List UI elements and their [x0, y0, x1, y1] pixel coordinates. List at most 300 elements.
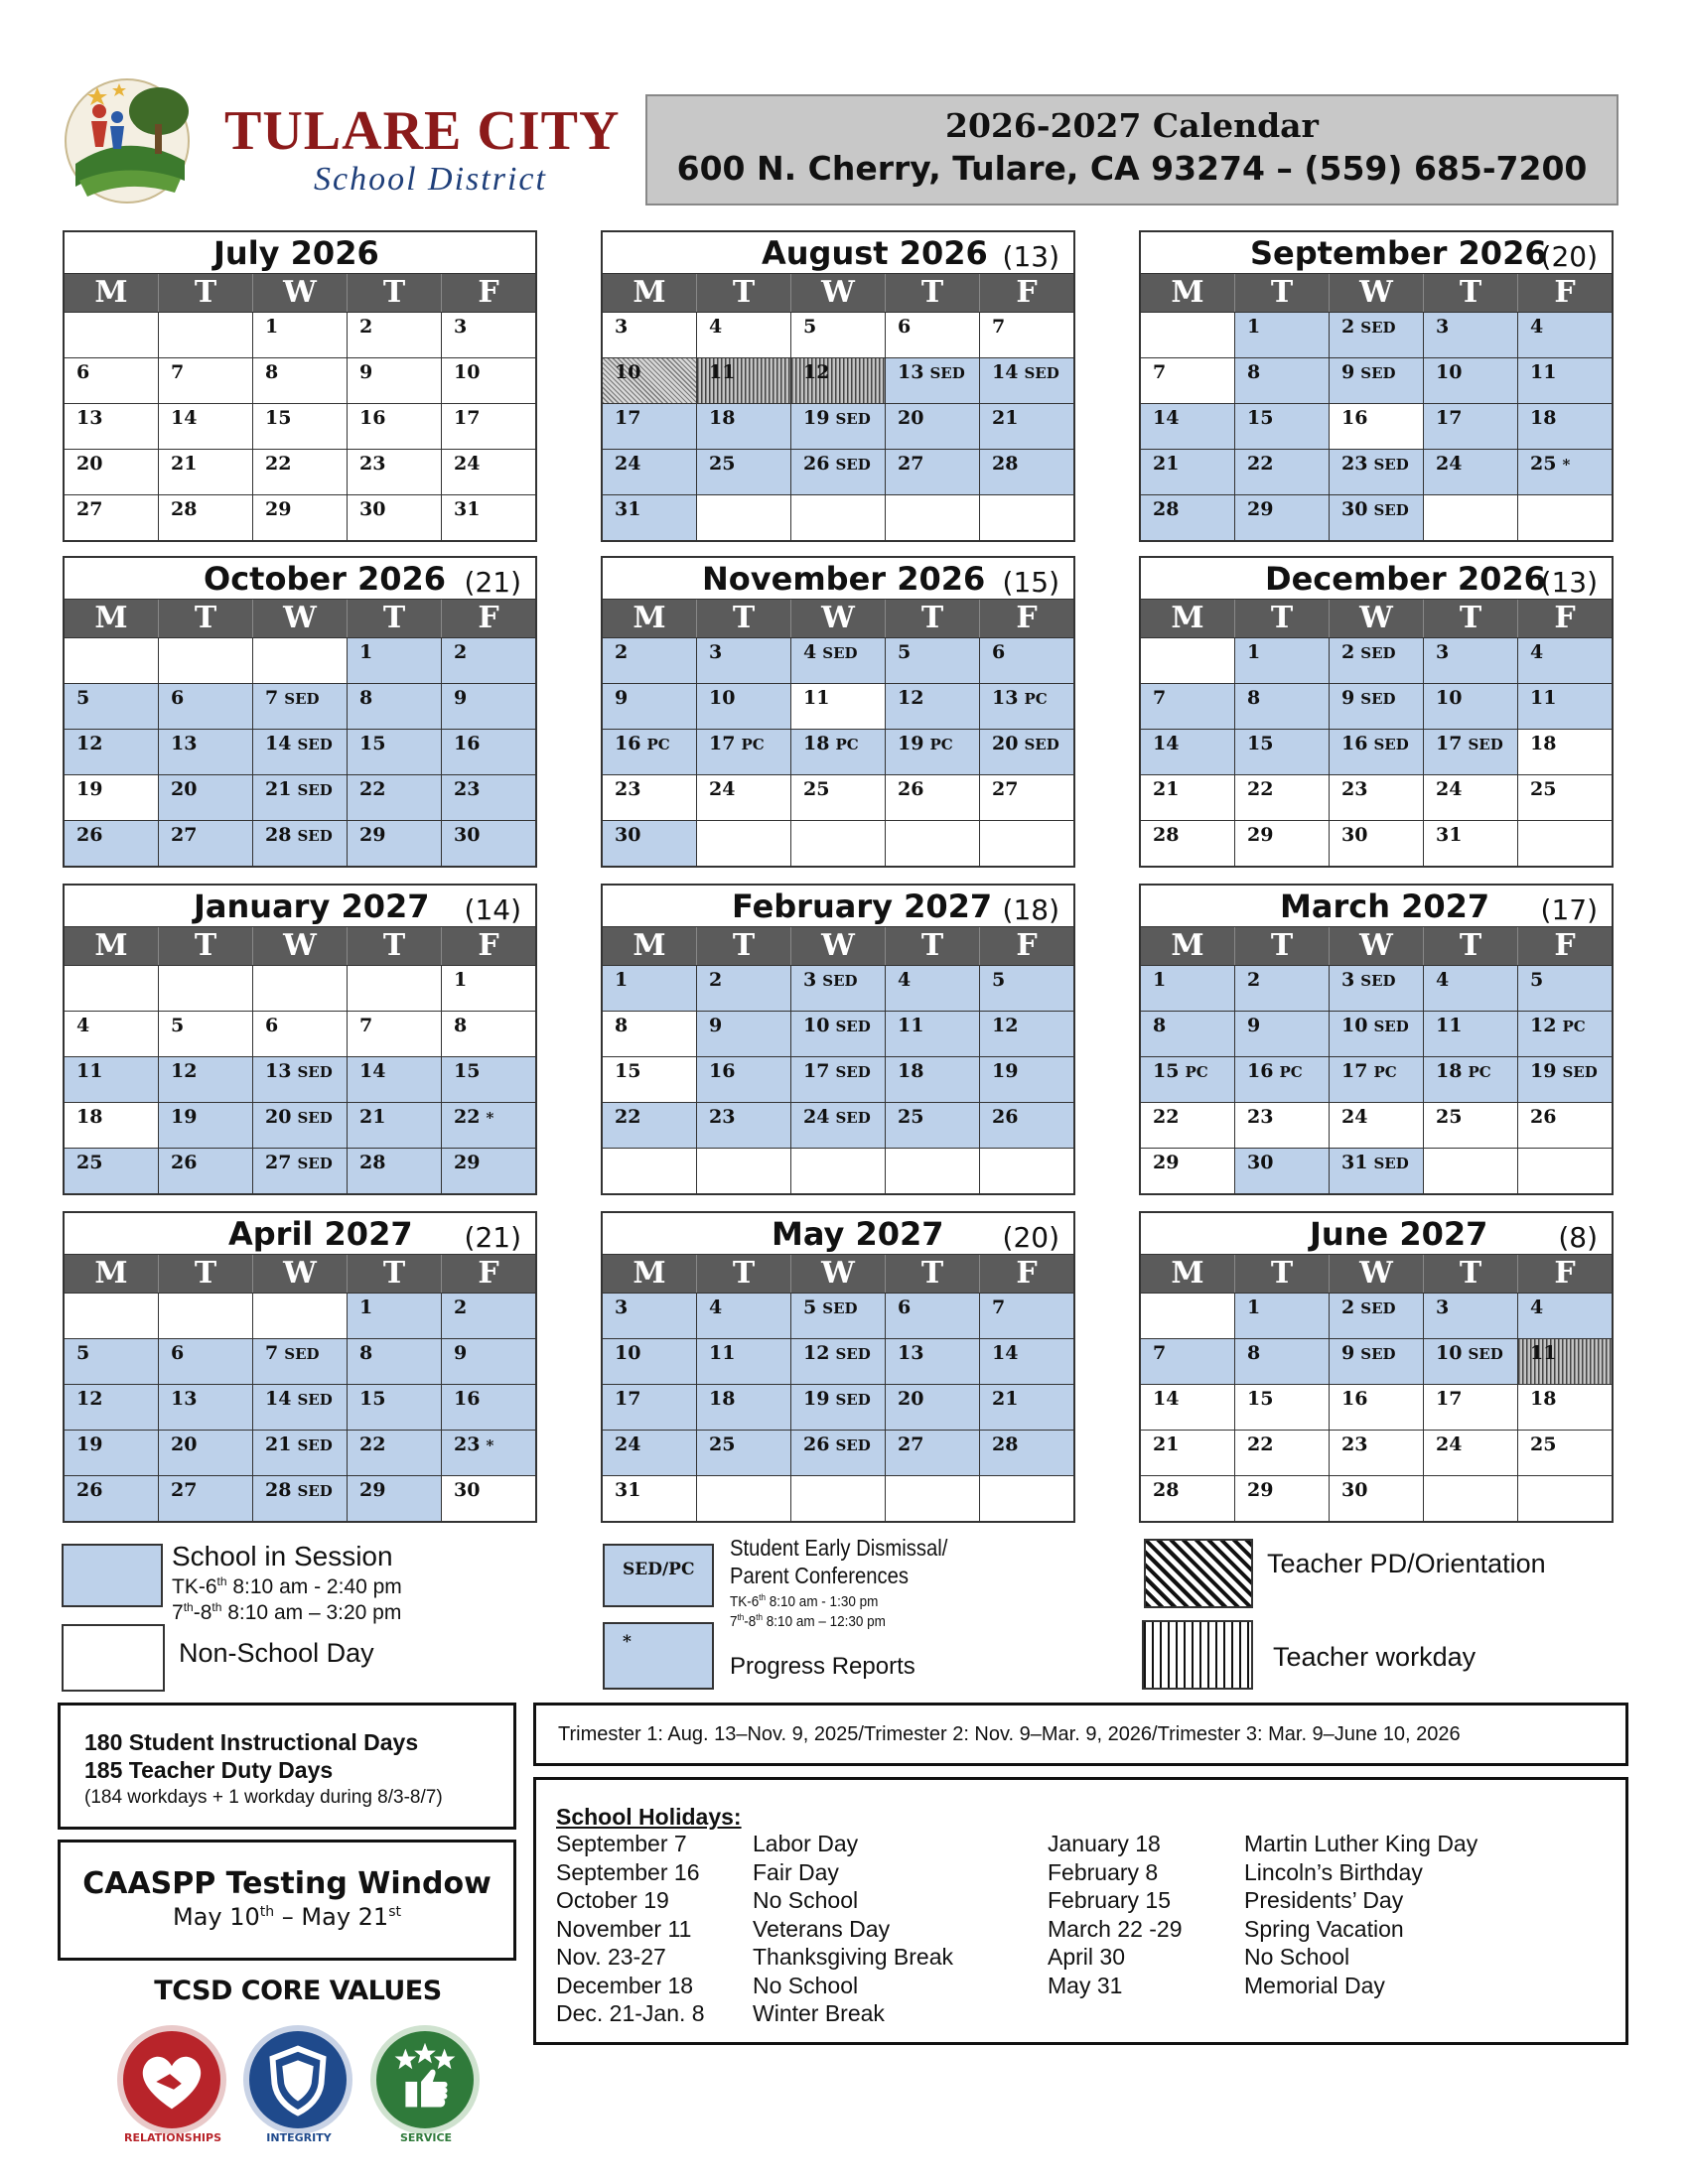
weekday-label: F [478, 928, 499, 963]
day-cell [603, 403, 697, 449]
day-number: 20 [265, 1106, 292, 1128]
day-cell [886, 1056, 980, 1102]
day-cell [603, 774, 697, 820]
day-tag: SED [835, 1436, 871, 1454]
weekday-label: T [348, 927, 442, 965]
district-address: 600 N. Cherry, Tulare, CA 93274 – (559) 685-7200 [676, 149, 1588, 188]
month-header [1141, 558, 1612, 600]
day-number: 14 [1153, 1388, 1180, 1410]
day-number: 25 [803, 778, 830, 800]
day-tag: SED [297, 736, 333, 753]
day-cell [159, 403, 253, 449]
day-number: 18 [1436, 1060, 1463, 1082]
day-cell [348, 494, 442, 540]
day-number: 31 [615, 498, 641, 520]
day-number: 23 [615, 778, 641, 800]
day-number: 7 [992, 1297, 1006, 1318]
legend-workday-swatch [1142, 1620, 1253, 1690]
day-number: 18 [76, 1106, 103, 1128]
day-number: 4 [1530, 641, 1544, 663]
day-cell [1518, 357, 1612, 403]
weekday-label: T [159, 600, 253, 637]
weekday-header-row [1141, 274, 1612, 312]
legend-sed-title-1: Student Early Dismissal/ [730, 1535, 948, 1561]
day-cell [442, 1102, 535, 1148]
day-number: 19 [803, 407, 830, 429]
day-cell [1518, 683, 1612, 729]
day-cell [603, 1475, 697, 1521]
day-tag: SED [1360, 364, 1396, 382]
day-cell [65, 965, 159, 1011]
week-row [1141, 1384, 1612, 1430]
day-cell [348, 1338, 442, 1384]
day-cell [159, 965, 253, 1011]
day-number: 31 [454, 498, 481, 520]
day-cell [1518, 1475, 1612, 1521]
day-number: 2 [1247, 969, 1261, 991]
day-number: 8 [1153, 1015, 1167, 1036]
day-cell [159, 357, 253, 403]
weekday-label: W [1330, 600, 1424, 637]
week-row [1141, 449, 1612, 494]
day-number: 16 [1247, 1060, 1274, 1082]
day-number: 22 [359, 778, 386, 800]
day-cell [791, 683, 886, 729]
day-cell [348, 820, 442, 866]
legend-session-tk-grade: TK-6 [172, 1575, 217, 1598]
day-number: 9 [615, 687, 629, 709]
day-cell [1518, 449, 1612, 494]
day-cell [65, 683, 159, 729]
holiday-name: Veterans Day [753, 1915, 891, 1942]
day-number: 18 [1530, 733, 1557, 754]
week-row [65, 965, 535, 1011]
day-cell [159, 1011, 253, 1056]
day-number: 9 [1341, 361, 1355, 383]
holiday-name: Winter Break [753, 2000, 885, 2026]
day-number: 8 [1247, 1342, 1261, 1364]
service-label: SERVICE [399, 2131, 453, 2144]
day-number: 23 [1341, 778, 1368, 800]
day-number: 22 [1247, 1433, 1274, 1455]
day-cell [348, 403, 442, 449]
month-name: July 2026 [213, 234, 379, 272]
day-number: 29 [1247, 498, 1274, 520]
day-number: 2 [1341, 316, 1355, 338]
day-tag: SED [1360, 1299, 1396, 1317]
day-cell [1518, 1293, 1612, 1338]
day-number: 28 [1153, 1479, 1180, 1501]
legend-session-label: School in Session [172, 1541, 393, 1571]
day-cell [159, 1293, 253, 1338]
day-tag: PC [1279, 1063, 1303, 1081]
day-number: 28 [992, 1433, 1019, 1455]
week-row [65, 449, 535, 494]
day-cell [348, 1430, 442, 1475]
holiday-name: Presidents’ Day [1244, 1887, 1404, 1913]
legend-nonschool-label: Non-School Day [179, 1638, 374, 1668]
district-logo [58, 69, 635, 208]
day-number: 8 [1247, 361, 1261, 383]
day-number: 26 [803, 1433, 830, 1455]
week-row [603, 965, 1073, 1011]
caaspp-end-sup: st [388, 1904, 401, 1920]
holiday-date: May 31 [1048, 1972, 1123, 1998]
day-cell [442, 637, 535, 683]
shield-icon [249, 2031, 347, 2128]
month-day-count: (13) [1540, 566, 1598, 599]
weekday-label: F [1016, 275, 1038, 310]
week-row [1141, 1430, 1612, 1475]
legend-sed-78-sup: th [737, 1612, 745, 1622]
day-cell [791, 1430, 886, 1475]
day-number: 13 [265, 1060, 292, 1082]
month-day-count: (14) [464, 893, 521, 926]
day-tag: PC [929, 736, 953, 753]
holidays-left-names [753, 1830, 953, 2028]
day-cell [1235, 1475, 1330, 1521]
thumbs-up-stars-icon [376, 2031, 474, 2128]
day-number: 14 [1153, 733, 1180, 754]
day-number: 18 [1530, 1388, 1557, 1410]
day-number: 4 [709, 316, 723, 338]
day-cell [1330, 1011, 1424, 1056]
day-number: 22 [359, 1433, 386, 1455]
day-cell [1330, 637, 1424, 683]
day-number: 3 [1436, 1297, 1450, 1318]
day-number: 2 [454, 641, 468, 663]
day-cell [1235, 1011, 1330, 1056]
day-number: 30 [454, 824, 481, 846]
day-cell [348, 965, 442, 1011]
day-cell [980, 683, 1073, 729]
day-cell [1235, 1102, 1330, 1148]
day-cell [1518, 637, 1612, 683]
day-cell [791, 403, 886, 449]
day-cell [1330, 1102, 1424, 1148]
month-calendar [1139, 884, 1614, 1195]
day-cell [1518, 1430, 1612, 1475]
day-number: 15 [359, 1388, 386, 1410]
day-tag: SED [822, 644, 858, 662]
day-number: 27 [171, 1479, 198, 1501]
day-number: 14 [992, 361, 1019, 383]
day-cell [159, 1102, 253, 1148]
day-cell [886, 1011, 980, 1056]
day-number: 11 [1436, 1015, 1463, 1036]
legend-progress-label: Progress Reports [730, 1653, 915, 1680]
day-cell [1330, 312, 1424, 357]
day-cell [253, 449, 348, 494]
weekday-label: F [1016, 1256, 1038, 1291]
day-cell [1424, 1384, 1518, 1430]
day-tag: SED [1373, 1155, 1409, 1172]
day-number: 22 [265, 453, 292, 475]
weekday-label: M [1141, 274, 1235, 312]
day-number: 28 [265, 1479, 292, 1501]
legend-sed-tk-time: 8:10 am - 1:30 pm [766, 1593, 879, 1610]
integrity-label: INTEGRITY [266, 2131, 332, 2144]
day-number: 27 [992, 778, 1019, 800]
day-number: 1 [359, 641, 373, 663]
day-number: 17 [709, 733, 736, 754]
weekday-label: T [348, 600, 442, 637]
day-number: 14 [992, 1342, 1019, 1364]
week-row [1141, 312, 1612, 357]
day-number: 24 [1436, 1433, 1463, 1455]
day-cell [1235, 1430, 1330, 1475]
week-row [1141, 1338, 1612, 1384]
day-cell [65, 1011, 159, 1056]
day-number: 23 [709, 1106, 736, 1128]
day-cell [603, 637, 697, 683]
day-cell [886, 494, 980, 540]
day-number: 1 [615, 969, 629, 991]
legend-pd-label: Teacher PD/Orientation [1267, 1549, 1546, 1578]
weekday-label: F [1554, 275, 1576, 310]
weekday-label: W [253, 600, 348, 637]
month-calendar [1139, 1211, 1614, 1523]
day-cell [791, 494, 886, 540]
day-cell [1330, 1056, 1424, 1102]
day-number: 22 [454, 1106, 481, 1128]
day-number: 2 [709, 969, 723, 991]
legend-session-tk-sup: th [216, 1574, 227, 1588]
day-cell [65, 449, 159, 494]
day-number: 13 [76, 407, 103, 429]
weekday-header-row [1141, 1255, 1612, 1293]
day-number: 19 [76, 1433, 103, 1455]
caaspp-start-date: May 10 [172, 1903, 260, 1931]
holiday-date: October 19 [556, 1887, 669, 1913]
week-row [65, 1148, 535, 1193]
day-tag: SED [1468, 1345, 1503, 1363]
day-cell [1141, 820, 1235, 866]
legend-sed-78-mid: -8 [744, 1613, 757, 1630]
day-number: 29 [1153, 1152, 1180, 1173]
day-cell [697, 312, 791, 357]
month-name: September 2026 [1250, 234, 1547, 272]
day-cell [886, 729, 980, 774]
trimester-box [533, 1703, 1628, 1766]
day-cell [1518, 965, 1612, 1011]
day-cell [1141, 683, 1235, 729]
day-number: 17 [803, 1060, 830, 1082]
day-number: 19 [1530, 1060, 1557, 1082]
day-cell [603, 820, 697, 866]
day-cell [1141, 312, 1235, 357]
holiday-date: Dec. 21-Jan. 8 [556, 2000, 705, 2026]
week-row [603, 1148, 1073, 1193]
day-cell [697, 403, 791, 449]
day-number: 24 [1341, 1106, 1368, 1128]
day-cell [980, 1102, 1073, 1148]
caaspp-title: CAASPP Testing Window [82, 1866, 492, 1901]
day-number: 8 [359, 687, 373, 709]
week-row [1141, 1293, 1612, 1338]
day-tag: SED [297, 1063, 333, 1081]
day-number: 11 [76, 1060, 103, 1082]
day-cell [697, 729, 791, 774]
day-number: 8 [1247, 687, 1261, 709]
day-number: 21 [171, 453, 198, 475]
day-cell [1518, 1148, 1612, 1193]
day-cell [886, 820, 980, 866]
weekday-label: T [159, 274, 253, 312]
day-cell [886, 637, 980, 683]
day-tag: * [486, 1436, 494, 1454]
week-row [65, 1384, 535, 1430]
day-number: 2 [615, 641, 629, 663]
holidays-box [533, 1777, 1628, 2045]
day-cell [65, 1293, 159, 1338]
day-cell [791, 312, 886, 357]
holiday-name: No School [1244, 1944, 1350, 1970]
day-cell [1330, 1430, 1424, 1475]
day-cell [697, 1475, 791, 1521]
day-cell [791, 1293, 886, 1338]
day-number: 30 [359, 498, 386, 520]
day-cell [697, 494, 791, 540]
month-calendar [601, 556, 1075, 868]
day-number: 26 [992, 1106, 1019, 1128]
weekday-label: F [478, 1256, 499, 1291]
week-row [65, 774, 535, 820]
day-tag: SED [297, 781, 333, 799]
day-cell [1235, 494, 1330, 540]
weekday-label: T [886, 600, 980, 637]
day-cell [980, 403, 1073, 449]
weekday-label: W [791, 274, 886, 312]
day-number: 3 [709, 641, 723, 663]
day-cell [1141, 403, 1235, 449]
day-number: 21 [265, 778, 292, 800]
day-number: 12 [803, 361, 830, 383]
caaspp-start-sup: th [259, 1904, 275, 1920]
day-number: 21 [265, 1433, 292, 1455]
day-number: 11 [709, 1342, 736, 1364]
day-tag: SED [1360, 690, 1396, 708]
day-cell [603, 449, 697, 494]
day-cell [442, 1148, 535, 1193]
day-number: 5 [803, 316, 817, 338]
day-cell [253, 312, 348, 357]
day-number: 10 [615, 1342, 641, 1364]
legend-sed-78-sup2: th [756, 1612, 764, 1622]
day-cell [1424, 1102, 1518, 1148]
day-cell [1235, 312, 1330, 357]
month-calendar [1139, 230, 1614, 542]
day-tag: SED [1373, 736, 1409, 753]
month-name: November 2026 [702, 560, 986, 598]
holiday-date: January 18 [1048, 1831, 1161, 1856]
day-cell [65, 403, 159, 449]
day-number: 13 [898, 1342, 924, 1364]
week-row [1141, 820, 1612, 866]
day-cell [65, 729, 159, 774]
holiday-date: February 8 [1048, 1858, 1159, 1885]
weekday-label: M [65, 927, 159, 965]
holiday-name: Labor Day [753, 1831, 859, 1856]
day-number: 14 [359, 1060, 386, 1082]
day-cell [1518, 729, 1612, 774]
day-number: 28 [265, 824, 292, 846]
day-number: 14 [1153, 407, 1180, 429]
day-cell [1518, 1102, 1612, 1148]
day-number: 8 [454, 1015, 468, 1036]
day-number: 31 [1436, 824, 1463, 846]
day-cell [1518, 403, 1612, 449]
day-cell [348, 449, 442, 494]
day-number: 19 [992, 1060, 1019, 1082]
handshake-heart-icon [123, 2031, 220, 2128]
legend-session-78-time: 8:10 am – 3:20 pm [221, 1601, 402, 1624]
legend-sed-78-grade: 7 [730, 1613, 738, 1630]
day-number: 7 [171, 361, 185, 383]
week-row [603, 1293, 1073, 1338]
legend-sed-box-label: SED/PC [623, 1560, 695, 1579]
weekday-label: W [253, 1255, 348, 1293]
weekday-label: W [1330, 927, 1424, 965]
weekday-header-row [603, 1255, 1073, 1293]
month-day-count: (8) [1558, 1221, 1598, 1254]
core-values-title: TCSD CORE VALUES [154, 1976, 442, 2006]
day-tag: SED [1360, 644, 1396, 662]
day-cell [1424, 683, 1518, 729]
day-number: 14 [171, 407, 198, 429]
holiday-date: November 11 [556, 1915, 692, 1942]
weekday-label: W [791, 600, 886, 637]
day-number: 6 [898, 1297, 912, 1318]
day-cell [603, 965, 697, 1011]
day-cell [253, 774, 348, 820]
day-tag: SED [284, 1345, 320, 1363]
day-cell [1141, 1102, 1235, 1148]
day-cell [1141, 1056, 1235, 1102]
day-tag: SED [1360, 319, 1396, 337]
day-number: 18 [1530, 407, 1557, 429]
day-number: 23 [1341, 1433, 1368, 1455]
day-number: 18 [898, 1060, 924, 1082]
day-cell [159, 1338, 253, 1384]
day-cell [886, 683, 980, 729]
holiday-name: Memorial Day [1244, 1972, 1385, 1998]
day-cell [1141, 1338, 1235, 1384]
day-cell [1330, 1293, 1424, 1338]
day-tag: SED [1024, 364, 1059, 382]
day-number: 7 [265, 1342, 279, 1364]
day-cell [348, 1011, 442, 1056]
day-cell [1424, 403, 1518, 449]
day-tag: SED [1373, 1018, 1409, 1035]
day-cell [791, 729, 886, 774]
legend-sed-tk-grade: TK-6 [730, 1593, 760, 1610]
day-cell [697, 683, 791, 729]
weekday-header-row [603, 600, 1073, 637]
week-row [65, 729, 535, 774]
day-number: 15 [1247, 733, 1274, 754]
legend-sed-tk [730, 1592, 878, 1610]
day-cell [980, 1293, 1073, 1338]
day-cell [1424, 1056, 1518, 1102]
day-tag: SED [1562, 1063, 1598, 1081]
day-cell [980, 637, 1073, 683]
legend-sed-78-time: 8:10 am – 12:30 pm [763, 1613, 886, 1630]
week-row [65, 494, 535, 540]
week-row [603, 1056, 1073, 1102]
day-cell [603, 1148, 697, 1193]
day-cell [603, 1384, 697, 1430]
